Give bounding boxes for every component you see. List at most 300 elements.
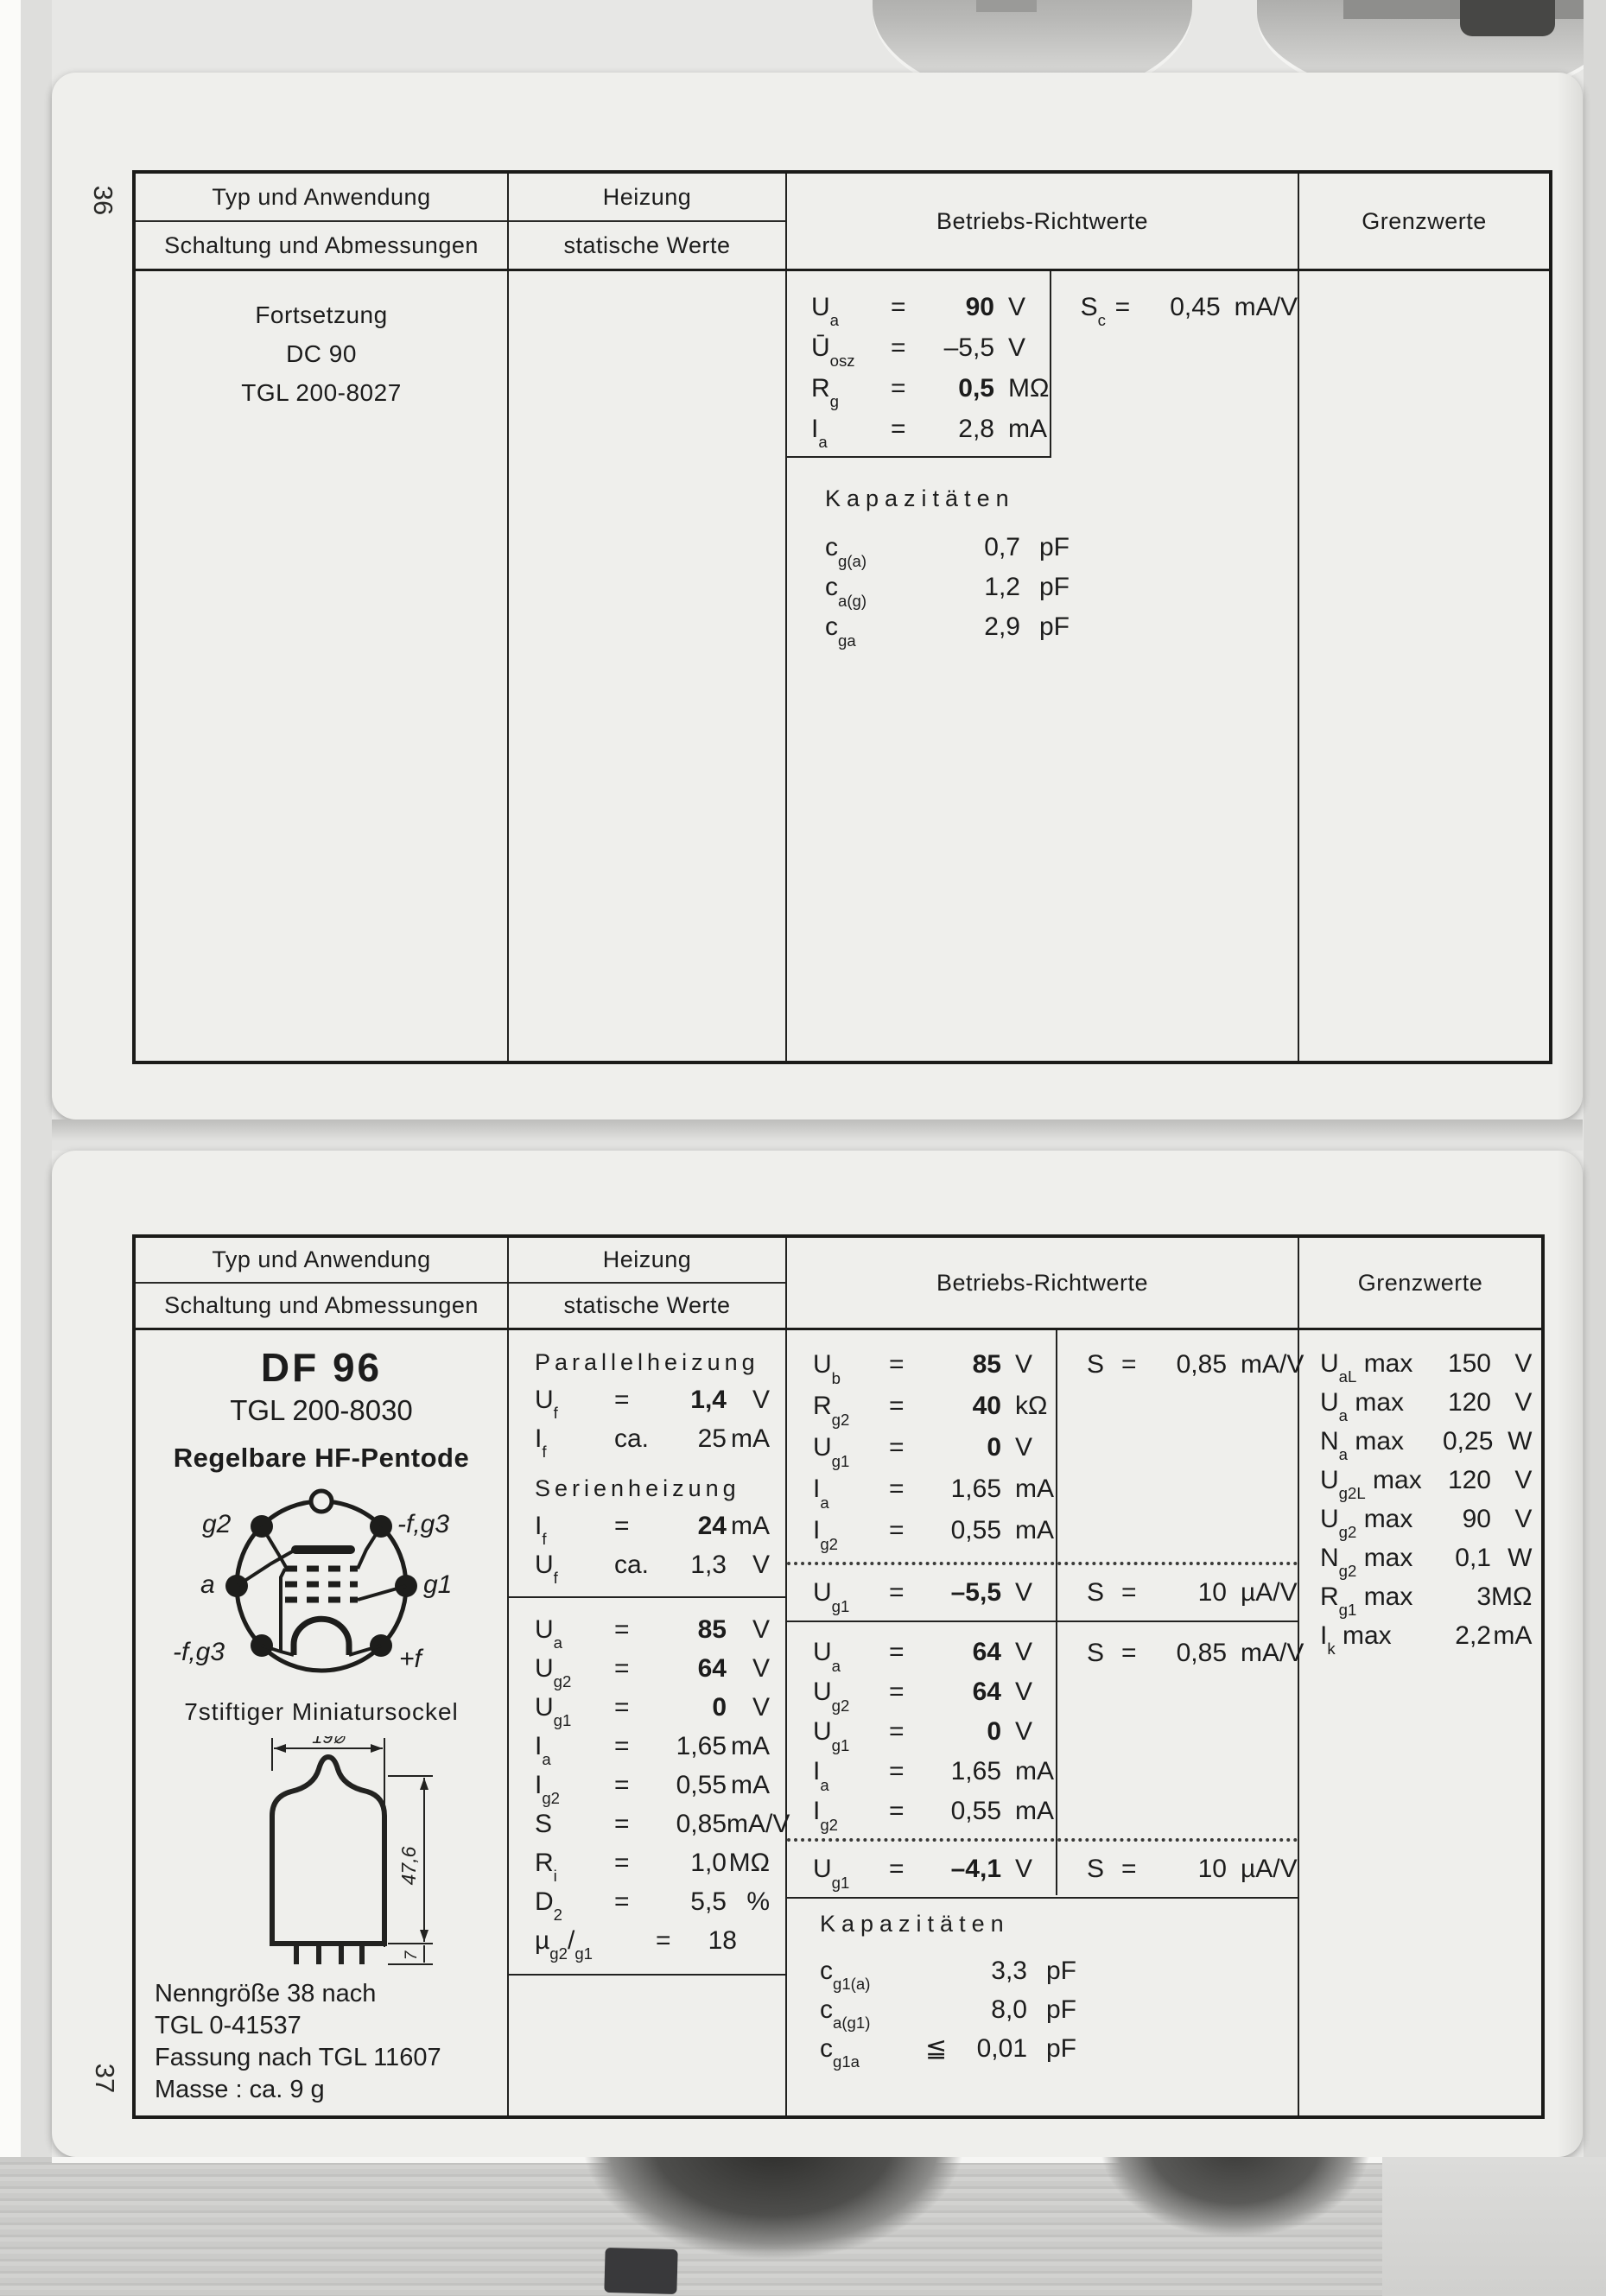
cell-value: 0: [987, 1433, 1001, 1462]
cell-label: $R_{g1}$ max: [1320, 1582, 1413, 1620]
page-gutter-shadow: [52, 1119, 1583, 1151]
limit-row: [1299, 1500, 1552, 1542]
capacitances-section: [787, 1911, 1298, 2071]
operating-block-2: [787, 1633, 1056, 1834]
cell-label: $c_{ga}$: [825, 612, 856, 650]
cell-unit: mA/V: [727, 1809, 790, 1838]
cell-value: 2,8: [958, 414, 994, 443]
capacitance-rows: [820, 1951, 1298, 2071]
cutoff-slope-2: [1057, 1849, 1298, 1889]
cutoff-row-2: [787, 1849, 1056, 1890]
limit-row: [1299, 1383, 1552, 1425]
cell-value: 90: [1462, 1504, 1491, 1533]
cell-label: $U_f$: [535, 1550, 558, 1588]
limit-row: [1299, 1577, 1552, 1620]
operating-block-1: [787, 1344, 1056, 1551]
capacitance-row: [825, 568, 1298, 610]
cell-label: $U_a$ max: [1320, 1387, 1405, 1425]
cell-unit: mA: [1015, 1797, 1054, 1825]
cell-eq: =: [891, 414, 906, 443]
cell-value: 10: [1197, 1577, 1227, 1607]
cell-unit: µA/V: [1241, 1854, 1298, 1883]
page-37: [52, 1151, 1583, 2157]
cell-eq: =: [614, 1887, 630, 1916]
limit-row: [1299, 1616, 1552, 1659]
cell-label: $U_{g1}$: [813, 1433, 850, 1470]
cell-label: $U_{g2}$: [813, 1678, 850, 1715]
cell-eq: ca.: [614, 1424, 650, 1453]
cell-value: –4,1: [950, 1855, 1001, 1883]
section-divider: [509, 1974, 785, 1976]
dark-tab-mark: [604, 2248, 677, 2294]
cell-value: 18: [708, 1925, 737, 1955]
spec-row: [787, 1792, 1056, 1834]
book-edge-shadow: [1460, 0, 1555, 36]
cell-label: $U_{g2}$: [535, 1653, 572, 1691]
pin-label-g1: g1: [423, 1570, 453, 1599]
cell-value: 0,25: [1443, 1426, 1494, 1456]
cell-label: S: [1087, 1854, 1105, 1883]
spec-row: [787, 1427, 1056, 1468]
note-line: TGL 0-41537: [155, 2012, 302, 2039]
header-label: Grenzwerte: [1357, 1269, 1483, 1296]
cell-label: $c_{g(a)}$: [825, 533, 867, 570]
spec-row: [509, 1610, 785, 1652]
cell-label: $U_{g1}$: [813, 1717, 850, 1754]
cell-value: 40: [972, 1392, 1001, 1420]
pin-label-g2: g2: [202, 1510, 232, 1538]
capacitance-row: [820, 2029, 1298, 2071]
spec-row: [509, 1921, 785, 1963]
series-heating-title: Serienheizung: [535, 1475, 740, 1501]
book-edge-shadow: [976, 0, 1037, 12]
cell-value: 2,9: [984, 612, 1020, 641]
cell-label: $I_{g2}$: [813, 1516, 839, 1553]
cutoff-slope-1: [1057, 1572, 1298, 1613]
static-value-rows: [509, 1598, 790, 1963]
cell-value: 64: [972, 1678, 1001, 1706]
cell-unit: mA/V: [1234, 292, 1298, 321]
cell-eq: =: [891, 292, 906, 321]
tube-description: Regelbare HF-Pentode: [173, 1443, 470, 1473]
spec-row: [509, 1843, 785, 1886]
cell-label: $Ū_{osz}$: [811, 333, 855, 371]
spec-row: [509, 1882, 785, 1925]
cell-value: 0,45: [1170, 292, 1221, 321]
table-header: [136, 174, 1549, 271]
header-label: Betriebs-Richtwerte: [936, 207, 1149, 234]
tube-norm: TGL 200-8027: [241, 379, 402, 406]
capacitances-title: Kapazitäten: [820, 1911, 1010, 1937]
cell-grenzwerte-df96: [1299, 1330, 1552, 2115]
cell-unit: V: [1015, 1678, 1033, 1706]
note-line: Fassung nach TGL 11607: [155, 2044, 441, 2071]
cell-label: $c_{a(g)}$: [825, 573, 867, 610]
spec-row: [787, 1344, 1056, 1386]
cell-eq: =: [889, 1855, 905, 1883]
cell-eq: ca.: [614, 1550, 650, 1579]
header-col-typ: [136, 1238, 509, 1328]
cell-value: –5,5: [950, 1578, 1001, 1607]
header-label: Typ und Anwendung: [212, 183, 431, 210]
table-body: [136, 1330, 1541, 2115]
cell-label: $I_{g2}$: [813, 1797, 839, 1834]
cell-unit: mA: [731, 1424, 770, 1453]
cell-eq: =: [614, 1653, 630, 1683]
cell-label: S: [1087, 1577, 1105, 1607]
cell-unit: W: [1508, 1543, 1533, 1572]
datasheet-table-dc90: [132, 170, 1552, 1064]
cell-label: $c_{a(g1)}$: [820, 1995, 871, 2033]
header-label: Typ und Anwendung: [212, 1246, 431, 1272]
cell-unit: mA: [1015, 1475, 1054, 1503]
cell-label: $I_a$: [813, 1475, 829, 1512]
spec-row: [787, 368, 1050, 409]
cell-value: 64: [697, 1653, 727, 1683]
cell-eq: =: [889, 1516, 905, 1544]
mechanical-notes: [136, 1978, 507, 2106]
operating-values: [787, 271, 1051, 458]
cell-unit: mA: [731, 1511, 770, 1540]
cell-eq: =: [889, 1678, 905, 1706]
cell-label: $U_{g1}$: [813, 1855, 850, 1892]
cell-betriebs-df96: [787, 1330, 1304, 2115]
cell-eq: =: [891, 333, 906, 362]
spec-row: [787, 287, 1050, 330]
table-body: [136, 271, 1549, 1061]
cell-label: S: [535, 1809, 553, 1838]
cell-label: S: [1087, 1349, 1105, 1379]
spec-row: [787, 1572, 1056, 1614]
limit-row: [1299, 1461, 1552, 1503]
cell-label: $N_{g2}$ max: [1320, 1543, 1413, 1581]
spec-row: [1057, 1849, 1298, 1889]
cell-unit: MΩ: [728, 1848, 770, 1877]
cell-unit: pF: [1039, 533, 1070, 561]
header-label: Schaltung und Abmessungen: [164, 232, 479, 258]
header-label: statische Werte: [563, 1292, 731, 1318]
solid-divider: [787, 1621, 1298, 1622]
cell-value: 0,55: [950, 1797, 1001, 1825]
cell-label: $I_f$: [535, 1424, 547, 1462]
header-label: Schaltung und Abmessungen: [164, 1292, 479, 1318]
spec-row: [787, 409, 1050, 452]
cell-label: $R_i$: [535, 1848, 557, 1886]
cell-eq: =: [614, 1511, 630, 1540]
cell-label: $R_{g2}$: [813, 1392, 850, 1429]
cell-value: 0: [712, 1692, 727, 1722]
tube-type-title: DF 96: [260, 1345, 383, 1390]
cell-label: $U_{g1}$: [535, 1692, 572, 1730]
capacitance-row: [820, 1990, 1298, 2033]
dim-pins: 7: [403, 1950, 421, 1961]
cell-unit: pF: [1046, 1995, 1077, 2024]
cell-unit: mA/V: [1241, 1349, 1304, 1379]
series-heating-rows: [509, 1506, 785, 1588]
cell-value: 8,0: [991, 1995, 1027, 2024]
pin-label-fg3: -f,g3: [397, 1510, 450, 1538]
parallel-heating-title: Parallelheizung: [535, 1349, 759, 1375]
cell-label: $I_a$: [813, 1757, 829, 1794]
cell-label: $I_k$ max: [1320, 1621, 1392, 1659]
header-col-typ: [136, 174, 509, 269]
cell-label: $\mu_{g2}/_{g1}$: [535, 1925, 594, 1963]
spec-row: [787, 1468, 1056, 1510]
cell-eq: =: [889, 1475, 905, 1503]
header-label: Grenzwerte: [1362, 207, 1487, 234]
cell-eq: ≦: [925, 2034, 948, 2063]
cell-value: 150: [1447, 1348, 1491, 1378]
cell-value: 25: [697, 1424, 727, 1453]
cell-label: $N_a$ max: [1320, 1426, 1405, 1464]
cell-value: 10: [1197, 1854, 1227, 1883]
cell-unit: V: [1514, 1465, 1533, 1494]
cell-unit: pF: [1046, 2033, 1077, 2063]
cell-label: $U_a$: [811, 292, 840, 330]
cell-unit: V: [1015, 1638, 1033, 1666]
cell-value: 0,55: [676, 1770, 727, 1799]
cell-eq: =: [1121, 1349, 1137, 1379]
solid-divider: [787, 1897, 1298, 1899]
cell-unit: mA/V: [1241, 1638, 1304, 1667]
cell-label: $I_f$: [535, 1511, 547, 1549]
cell-value: 120: [1447, 1465, 1491, 1494]
cell-label: $U_{g2L}$ max: [1320, 1465, 1422, 1503]
cell-value: 85: [697, 1614, 727, 1644]
spec-row: [787, 1386, 1056, 1427]
tube-norm: TGL 200-8030: [230, 1394, 413, 1426]
header-col-grenzwerte: [1299, 174, 1549, 269]
limit-row: [1299, 1538, 1552, 1581]
note-line: Masse : ca. 9 g: [155, 2076, 325, 2103]
capacitance-row: [825, 528, 1298, 568]
cell-eq: =: [656, 1925, 671, 1955]
dotted-divider: [787, 1562, 1298, 1565]
cell-value: 3: [1476, 1582, 1491, 1611]
spec-row: [509, 1727, 785, 1769]
slope-value: [1051, 271, 1298, 458]
cell-grenzwerte-empty: [1299, 271, 1549, 1061]
pin-label-fg3: -f,g3: [173, 1638, 225, 1666]
spec-row: [509, 1506, 785, 1549]
cell-value: 5,5: [690, 1887, 727, 1916]
slope-value: [1057, 1633, 1304, 1673]
cell-unit: mA: [731, 1731, 770, 1760]
cell-eq: =: [1121, 1854, 1137, 1883]
cell-value: 0,85: [1176, 1349, 1227, 1379]
cell-unit: V: [752, 1614, 770, 1644]
spec-row: [1057, 1344, 1304, 1385]
cell-label: $U_{aL}$ max: [1320, 1348, 1413, 1386]
cell-typ-df96: [136, 1330, 509, 2115]
cell-unit: pF: [1046, 1956, 1077, 1985]
spec-row: [787, 1849, 1056, 1890]
cell-eq: =: [889, 1717, 905, 1746]
cell-label: $U_{g1}$: [813, 1578, 850, 1615]
cell-unit: W: [1508, 1426, 1533, 1456]
sub-column-divider: [1056, 1330, 1057, 1895]
header-col-heizung: [509, 174, 787, 269]
spec-row: [509, 1649, 785, 1691]
cell-unit: kΩ: [1015, 1392, 1048, 1420]
spec-row: [787, 1510, 1056, 1551]
cell-unit: V: [1008, 292, 1026, 321]
socket-caption: 7stiftiger Miniatursockel: [184, 1698, 459, 1725]
cell-eq: =: [889, 1638, 905, 1666]
cell-label: $U_b$: [813, 1350, 841, 1387]
tube-outline-drawing: [246, 1736, 471, 1966]
parallel-heating-rows: [509, 1380, 785, 1462]
header-label: statische Werte: [563, 232, 731, 258]
cell-unit: MΩ: [1491, 1582, 1533, 1611]
cell-unit: V: [1008, 333, 1026, 362]
cell-unit: V: [1015, 1855, 1033, 1883]
cell-eq: =: [889, 1433, 905, 1462]
cell-unit: mA: [731, 1770, 770, 1799]
cell-value: 0,85: [676, 1809, 727, 1838]
cell-value: 3,3: [991, 1956, 1027, 1985]
dim-height: 47,6: [397, 1846, 420, 1886]
cell-eq: =: [614, 1848, 630, 1877]
header-col-betriebs: [787, 174, 1299, 269]
cell-eq: =: [889, 1757, 905, 1785]
spec-row: [787, 1712, 1056, 1752]
spec-row: [509, 1804, 790, 1843]
limit-row: [1299, 1422, 1552, 1464]
slope-value: [1057, 1344, 1304, 1385]
cell-value: 0,5: [958, 373, 994, 403]
cell-value: 64: [972, 1638, 1001, 1666]
cell-eq: =: [889, 1350, 905, 1379]
spec-row: [787, 1752, 1056, 1792]
cell-value: 1,3: [690, 1550, 727, 1579]
cell-unit: V: [752, 1385, 770, 1414]
cell-eq: =: [614, 1614, 630, 1644]
scan-edge: [0, 0, 21, 2296]
cell-unit: mA: [1008, 414, 1047, 443]
cell-value: 0,85: [1176, 1638, 1227, 1667]
cell-label: $U_{g2}$ max: [1320, 1504, 1413, 1542]
cell-value: 1,4: [690, 1385, 727, 1414]
cutoff-row-1: [787, 1572, 1056, 1614]
cell-unit: V: [1015, 1350, 1033, 1379]
capacitance-row: [820, 1951, 1298, 1994]
cell-heizung-df96: [509, 1330, 790, 2115]
cell-unit: V: [1015, 1578, 1033, 1607]
cell-unit: µA/V: [1241, 1577, 1298, 1607]
cell-eq: =: [614, 1809, 630, 1838]
page-number: 36: [88, 185, 119, 216]
datasheet-table-df96: [132, 1234, 1545, 2119]
spec-row: [509, 1545, 785, 1588]
cell-label: $c_{g1a}$: [820, 2033, 860, 2071]
cell-value: 24: [697, 1511, 727, 1540]
type-continuation: [136, 271, 507, 412]
continuation-label: Fortsetzung: [255, 301, 388, 328]
cell-betriebs-dc90: [787, 271, 1299, 1061]
tube-type: DC 90: [286, 340, 357, 367]
spec-row: [787, 1672, 1056, 1715]
note-line: Nenngröße 38 nach: [155, 1980, 377, 2007]
header-label: Betriebs-Richtwerte: [936, 1269, 1149, 1296]
cell-label: $U_f$: [535, 1385, 558, 1423]
cell-unit: pF: [1039, 573, 1070, 601]
dotted-divider: [787, 1838, 1298, 1842]
cell-unit: %: [746, 1887, 770, 1916]
cell-unit: mA: [1015, 1516, 1054, 1544]
cell-eq: =: [614, 1385, 630, 1414]
page-notch-shadow: [1089, 2157, 1382, 2259]
cell-label: $I_{g2}$: [535, 1770, 561, 1808]
header-label: Heizung: [602, 1246, 692, 1272]
cell-unit: V: [752, 1692, 770, 1722]
cell-unit: V: [1015, 1433, 1033, 1462]
cell-unit: mA: [1493, 1621, 1533, 1650]
cell-label: $S_c$: [1080, 292, 1106, 330]
cell-eq: =: [614, 1731, 630, 1760]
cell-unit: mA: [1015, 1757, 1054, 1785]
spec-row: [509, 1766, 785, 1808]
cell-label: $I_a$: [535, 1731, 551, 1769]
cell-value: 1,65: [950, 1757, 1001, 1785]
cell-value: 1,0: [690, 1848, 727, 1877]
capacitance-rows: [825, 528, 1298, 650]
cell-unit: V: [1514, 1348, 1533, 1378]
table-header: [136, 1238, 1541, 1330]
header-col-betriebs: [787, 1238, 1299, 1328]
cell-eq: =: [889, 1578, 905, 1607]
cell-value: 0,1: [1455, 1543, 1491, 1572]
cell-label: $I_a$: [811, 414, 828, 452]
cell-eq: =: [1121, 1577, 1137, 1607]
cell-eq: =: [889, 1797, 905, 1825]
cell-label: $U_a$: [813, 1638, 841, 1675]
cell-label: $U_a$: [535, 1614, 563, 1652]
cell-unit: V: [1015, 1717, 1033, 1746]
cell-eq: =: [614, 1692, 630, 1722]
spec-row: [509, 1380, 785, 1423]
limit-row: [1299, 1344, 1552, 1386]
cell-value: 1,2: [984, 573, 1020, 601]
cell-eq: =: [889, 1392, 905, 1420]
scan-edge: [21, 0, 52, 2296]
cell-value: 85: [972, 1350, 1001, 1379]
cell-value: 0,7: [984, 533, 1020, 561]
spec-row: [1057, 1633, 1304, 1673]
cell-label: $c_{g1(a)}$: [820, 1956, 871, 1994]
capacitance-row: [825, 607, 1298, 650]
cell-unit: V: [1514, 1504, 1533, 1533]
cell-value: 2,2: [1455, 1621, 1491, 1650]
cell-value: –5,5: [943, 333, 994, 362]
cell-eq: =: [891, 373, 906, 403]
cell-unit: V: [752, 1550, 770, 1579]
cell-value: 0: [987, 1717, 1001, 1746]
cell-eq: =: [614, 1770, 630, 1799]
cell-label: $R_g$: [811, 373, 840, 411]
header-col-heizung: [509, 1238, 787, 1328]
socket-diagram: [140, 1481, 503, 1697]
cell-typ-dc90: [136, 271, 509, 1061]
cell-value: 90: [965, 292, 994, 321]
spec-row: [509, 1419, 785, 1462]
cell-heizung-empty: [509, 271, 787, 1061]
page-36: [52, 73, 1583, 1119]
book-page-edges: [0, 2157, 1606, 2296]
scan-edge: [1584, 0, 1606, 2296]
cell-eq: =: [1121, 1638, 1137, 1667]
spec-row: [787, 327, 1050, 371]
